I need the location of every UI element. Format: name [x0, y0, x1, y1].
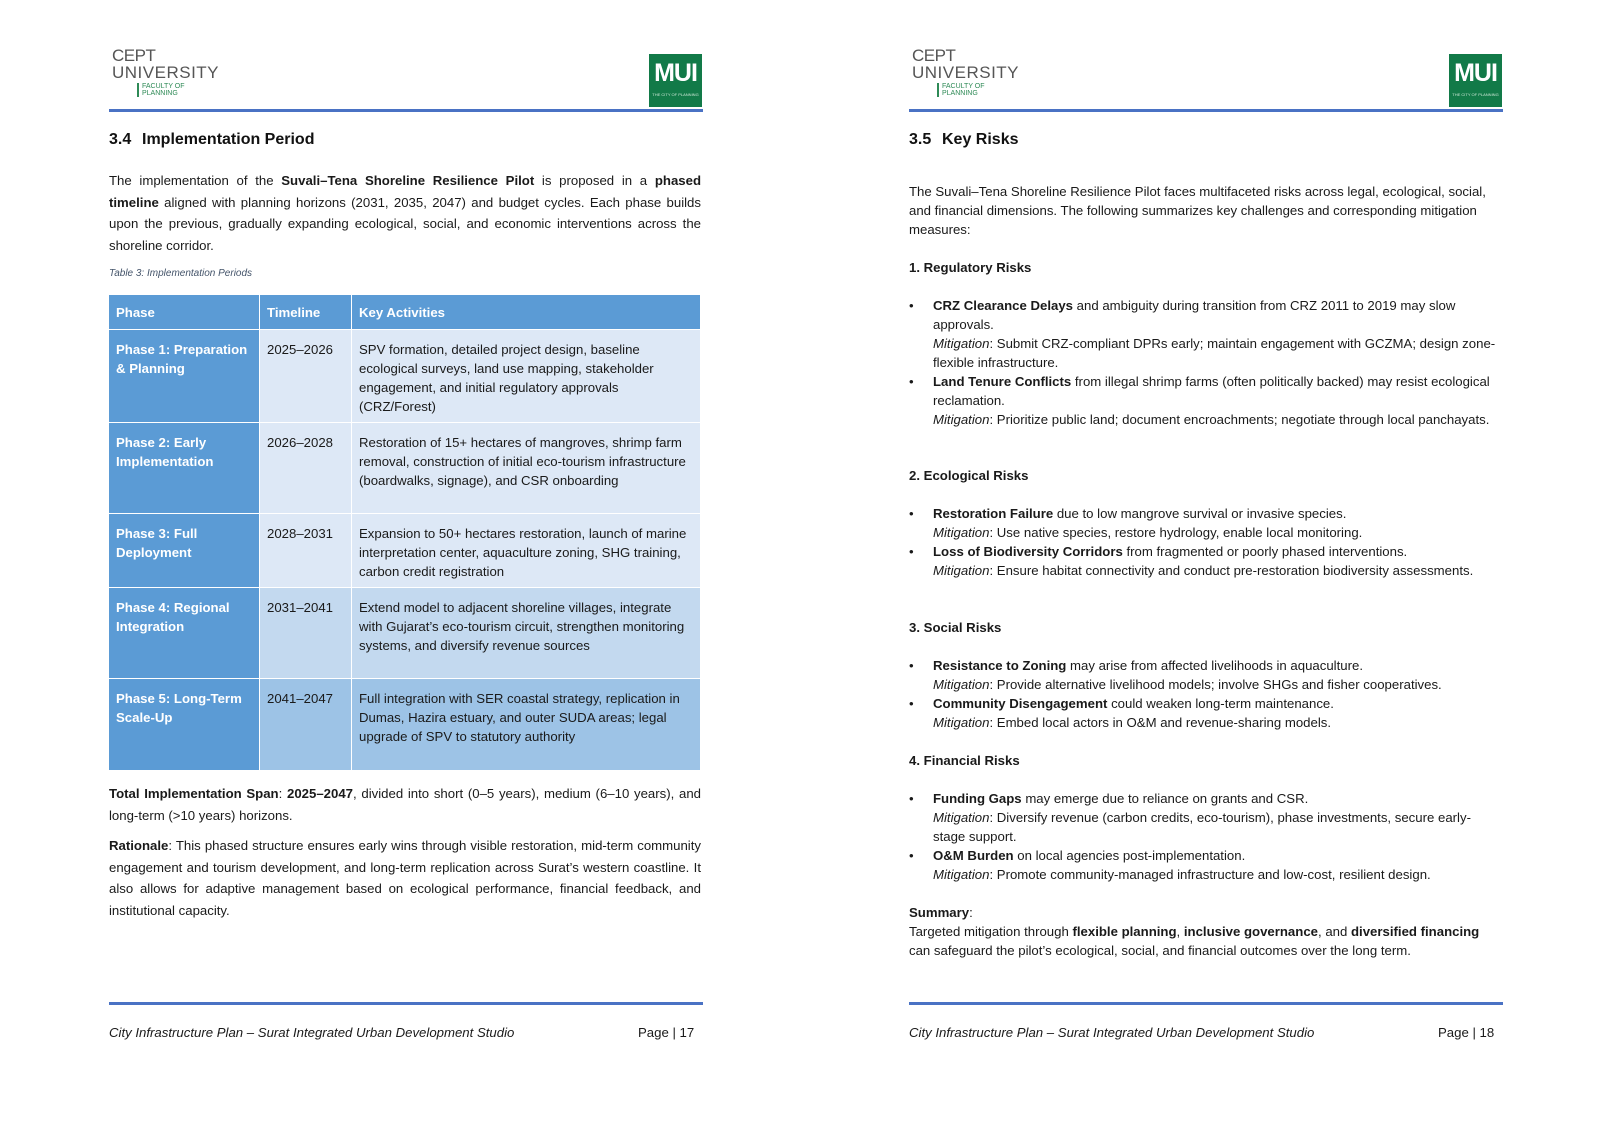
list-item: [909, 694, 1501, 732]
logo-text-cept: CEPT: [112, 46, 156, 65]
risk-section-title: 4. Financial Risks: [909, 753, 1020, 768]
bullet-icon: •: [909, 791, 914, 806]
logo-text-faculty: FACULTY OF PLANNING: [937, 83, 1022, 97]
mitigation-label: Mitigation: [933, 525, 990, 540]
activities-cell: SPV formation, detailed project design, baseline ecological surveys, land use mapping, stakeholder engagement, and initial regulatory approvals (CRZ/Forest): [352, 330, 701, 423]
intro-paragraph: The Suvali–Tena Shoreline Resilience Pilot faces multifaceted risks across legal, ecological, social, and financial dimensions. The following summarizes key challenges and corresponding mitigation measures:: [909, 184, 1486, 237]
mui-logo-text: MUI: [1454, 59, 1497, 87]
risk-section-title: 2. Ecological Risks: [909, 468, 1029, 483]
intro-text: is proposed in a: [534, 173, 655, 188]
mui-logo-text: MUI: [654, 59, 697, 87]
list-item: [909, 296, 1501, 372]
table-header-row: [109, 295, 701, 330]
risk-text: could weaken long-term maintenance.: [1107, 696, 1334, 711]
mitigation-text: : Provide alternative livelihood models; involve SHGs and fisher cooperatives.: [989, 677, 1442, 692]
page-18: [800, 0, 1600, 1133]
mitigation-text: : Prioritize public land; document encroachments; negotiate through local panchayats.: [989, 412, 1490, 427]
mitigation-label: Mitigation: [933, 810, 990, 825]
list-item: [909, 846, 1501, 884]
bullet-icon: •: [909, 374, 914, 389]
risk-name: O&M Burden: [933, 848, 1014, 863]
mitigation-text: : Embed local actors in O&M and revenue-sharing models.: [989, 715, 1332, 730]
mui-logo-subtext: THE CITY OF PLANNING: [1452, 92, 1499, 97]
footer-title: City Infrastructure Plan – Surat Integrated Urban Development Studio: [109, 1025, 515, 1040]
column-header-phase: Phase: [109, 295, 260, 330]
social-risk-list: [909, 656, 1501, 732]
activities-cell: Expansion to 50+ hectares restoration, launch of marine interpretation center, aquaculture zoning, SHG training, carbon credit registration: [352, 514, 701, 588]
risk-name: Land Tenure Conflicts: [933, 374, 1072, 389]
bullet-icon: •: [909, 298, 914, 313]
mitigation-label: Mitigation: [933, 336, 990, 351]
bullet-icon: •: [909, 544, 914, 559]
logo-text-faculty: FACULTY OF PLANNING: [137, 83, 222, 97]
mui-logo: [649, 54, 702, 107]
table-row: [109, 514, 701, 588]
financial-risk-list: [909, 789, 1501, 884]
phase-cell: Phase 5: Long-Term Scale-Up: [109, 679, 260, 770]
footer-title: City Infrastructure Plan – Surat Integrated Urban Development Studio: [909, 1025, 1315, 1040]
table-row: [109, 679, 701, 770]
summary-paragraph: [909, 922, 1501, 960]
table-row: [109, 588, 701, 679]
span-text: , divided into short (0–5 years), medium (6–10 years), and long-term (>10 years) horizons.: [109, 786, 701, 823]
risk-name: CRZ Clearance Delays: [933, 298, 1074, 313]
phase-cell: Phase 3: Full Deployment: [109, 514, 260, 588]
rationale-text: : This phased structure ensures early wins through visible restoration, mid-term community engagement and tourism development, and long-term replication across Surat’s western coastline. It also allows for adaptive management based on ecological performance, financial feedback, and institutional capacity.: [109, 838, 701, 918]
mitigation-label: Mitigation: [933, 412, 990, 427]
cept-university-logo: [912, 47, 1022, 99]
mitigation-text: : Use native species, restore hydrology, enable local monitoring.: [989, 525, 1363, 540]
table-row: [109, 330, 701, 423]
risk-name: Resistance to Zoning: [933, 658, 1067, 673]
total-span-paragraph: [109, 783, 701, 826]
risk-text: and ambiguity during transition from CRZ 2011 to 2019 may slow approvals.: [933, 298, 1456, 332]
risk-name: Community Disengagement: [933, 696, 1108, 711]
section-number: 3.4: [109, 131, 132, 148]
list-item: [909, 504, 1501, 542]
section-heading: [109, 131, 314, 149]
phase-cell: Phase 2: Early Implementation: [109, 423, 260, 514]
summary-emphasis: diversified financing: [1351, 924, 1480, 939]
span-colon: :: [278, 786, 287, 801]
list-item: [909, 656, 1501, 694]
mitigation-label: Mitigation: [933, 677, 990, 692]
mitigation-text: : Ensure habitat connectivity and conduct pre-restoration biodiversity assessments.: [989, 563, 1474, 578]
span-label: Total Implementation Span: [109, 786, 279, 801]
logo-text-university: UNIVERSITY: [112, 63, 220, 82]
pilot-name: Suvali–Tena Shoreline Resilience Pilot: [281, 173, 535, 188]
timeline-cell: 2025–2026: [260, 330, 352, 423]
section-heading: [909, 131, 1019, 149]
column-header-timeline: Timeline: [260, 295, 352, 330]
timeline-cell: 2041–2047: [260, 679, 352, 770]
rationale-label: Rationale: [109, 838, 169, 853]
intro-text: The implementation of the: [109, 173, 282, 188]
table-row: [109, 423, 701, 514]
timeline-cell: 2028–2031: [260, 514, 352, 588]
risk-text: on local agencies post-implementation.: [1013, 848, 1246, 863]
phase-cell: Phase 1: Preparation & Planning: [109, 330, 260, 423]
activities-cell: Restoration of 15+ hectares of mangroves, shrimp farm removal, construction of initial eco-tourism infrastructure (boardwalks, signage), and CSR onboarding: [352, 423, 701, 514]
bullet-icon: •: [909, 506, 914, 521]
intro-text: aligned with planning horizons (2031, 2035, 2047) and budget cycles. Each phase builds upon the previous, gradually expanding ecological, social, and economic interventions across the shoreline corridor.: [109, 194, 701, 253]
summary-text: Targeted mitigation through: [909, 924, 1073, 939]
span-years: 2025–2047: [287, 786, 354, 801]
bullet-icon: •: [909, 848, 914, 863]
risk-name: Loss of Biodiversity Corridors: [933, 544, 1123, 559]
mitigation-label: Mitigation: [933, 563, 990, 578]
activities-cell: Full integration with SER coastal strategy, replication in Dumas, Hazira estuary, and outer SUDA areas; legal upgrade of SPV to statutory authority: [352, 679, 701, 770]
ecological-risk-list: [909, 504, 1501, 580]
summary-label: Summary: [909, 905, 970, 920]
bullet-icon: •: [909, 696, 914, 711]
page-number: Page | 18: [1438, 1025, 1495, 1040]
mitigation-label: Mitigation: [933, 715, 990, 730]
rationale-paragraph: [109, 835, 701, 921]
risk-text: due to low mangrove survival or invasive species.: [1053, 506, 1347, 521]
risk-text: may arise from affected livelihoods in aquaculture.: [1066, 658, 1363, 673]
phased-timeline: phased timeline: [109, 173, 701, 210]
activities-cell: Extend model to adjacent shoreline villages, integrate with Gujarat’s eco-tourism circuit, strengthen monitoring systems, and diversify revenue sources: [352, 588, 701, 679]
page-number: Page | 17: [638, 1025, 695, 1040]
timeline-cell: 2026–2028: [260, 423, 352, 514]
summary-text: ,: [1176, 924, 1184, 939]
mui-logo: [1449, 54, 1502, 107]
summary-text: , and: [1318, 924, 1351, 939]
risk-section-title: 3. Social Risks: [909, 620, 1002, 635]
risk-text: may emerge due to reliance on grants and CSR.: [1021, 791, 1309, 806]
timeline-cell: 2031–2041: [260, 588, 352, 679]
mitigation-text: : Promote community-managed infrastructure and low-cost, resilient design.: [989, 867, 1431, 882]
table-caption: Table 3: Implementation Periods: [109, 268, 253, 279]
footer-rule: [909, 1002, 1503, 1005]
section-title: Implementation Period: [142, 131, 315, 148]
summary-emphasis: flexible planning: [1072, 924, 1177, 939]
risk-text: from illegal shrimp farms (often politically backed) may resist ecological reclamation.: [933, 374, 1490, 408]
footer-rule: [109, 1002, 703, 1005]
bullet-icon: •: [909, 658, 914, 673]
list-item: [909, 372, 1501, 429]
summary-text: can safeguard the pilot’s ecological, social, and financial outcomes over the long term.: [909, 943, 1411, 958]
logo-text-university: UNIVERSITY: [912, 63, 1020, 82]
section-number: 3.5: [909, 131, 932, 148]
intro-paragraph: [109, 170, 701, 256]
implementation-table: [109, 295, 701, 770]
mui-logo-subtext: THE CITY OF PLANNING: [652, 92, 699, 97]
mitigation-label: Mitigation: [933, 867, 990, 882]
risk-section-title: 1. Regulatory Risks: [909, 260, 1032, 275]
section-title: Key Risks: [942, 131, 1019, 148]
header-rule: [109, 109, 703, 112]
risk-name: Funding Gaps: [933, 791, 1022, 806]
risk-name: Restoration Failure: [933, 506, 1054, 521]
list-item: [909, 789, 1501, 846]
cept-university-logo: [112, 47, 222, 99]
risk-text: from fragmented or poorly phased interventions.: [1122, 544, 1408, 559]
mitigation-text: : Diversify revenue (carbon credits, eco-tourism), phase investments, secure early-stage support.: [933, 810, 1471, 844]
summary-colon: :: [969, 905, 973, 920]
column-header-activities: Key Activities: [352, 295, 701, 330]
mitigation-text: : Submit CRZ-compliant DPRs early; maintain engagement with GCZMA; design zone-flexible infrastructure.: [933, 336, 1496, 370]
regulatory-risk-list: [909, 296, 1501, 429]
header-rule: [909, 109, 1503, 112]
summary-heading: [909, 903, 1501, 922]
list-item: [909, 542, 1501, 580]
phase-cell: Phase 4: Regional Integration: [109, 588, 260, 679]
logo-text-cept: CEPT: [912, 46, 956, 65]
summary-emphasis: inclusive governance: [1183, 924, 1318, 939]
